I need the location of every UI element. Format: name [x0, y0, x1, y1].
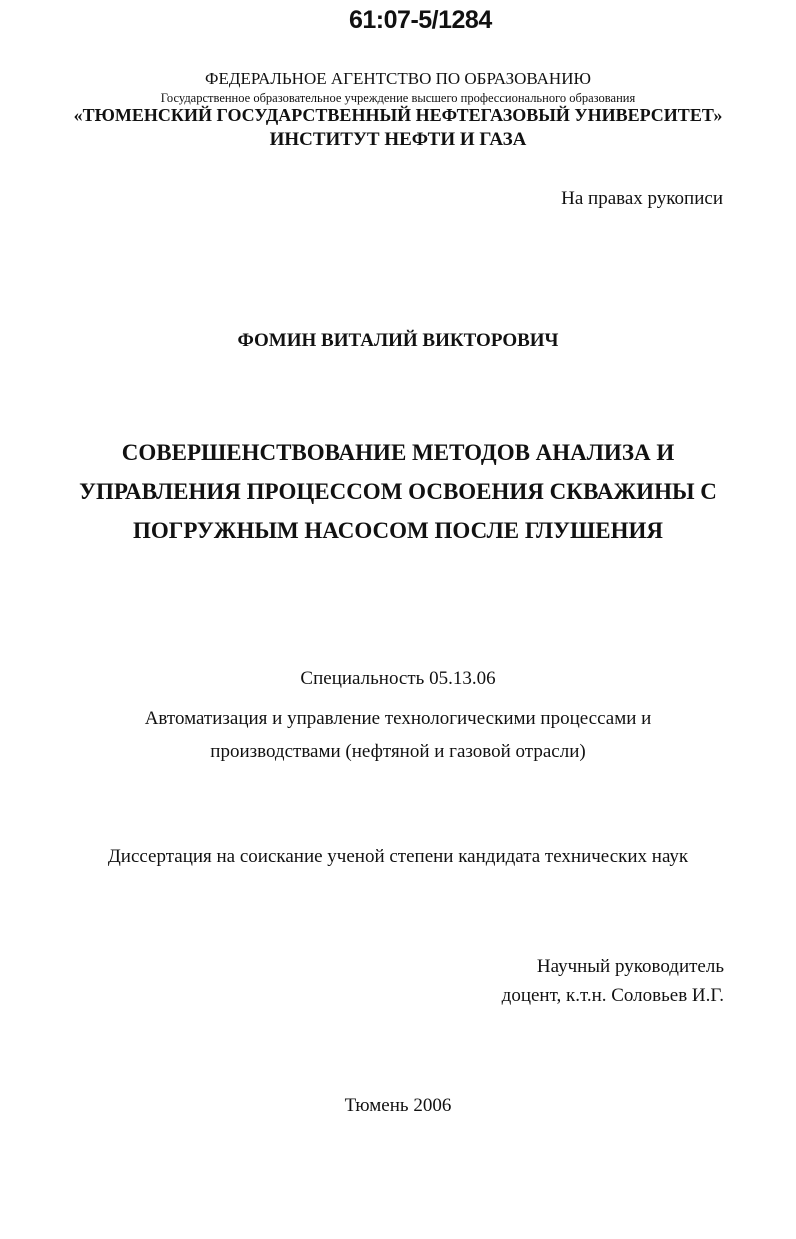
dissertation-title: [0, 433, 796, 550]
city-year: Тюмень 2006: [344, 1095, 452, 1116]
supervisor-label: Научный руководитель: [536, 956, 724, 977]
university-name: «ТЮМЕНСКИЙ ГОСУДАРСТВЕННЫЙ НЕФТЕГАЗОВЫЙ УНИВЕРСИТЕТ»: [73, 105, 723, 125]
specialty-description: [0, 702, 796, 768]
agency-name: ФЕДЕРАЛЬНОЕ АГЕНТСТВО ПО ОБРАЗОВАНИЮ: [205, 69, 591, 88]
author-name: ФОМИН ВИТАЛИЙ ВИКТОРОВИЧ: [237, 330, 559, 351]
institute-name: ИНСТИТУТ НЕФТИ И ГАЗА: [269, 129, 527, 150]
specialty-description-line: производствами (нефтяной и газовой отрасли): [210, 741, 586, 762]
title-line: УПРАВЛЕНИЯ ПРОЦЕССОМ ОСВОЕНИЯ СКВАЖИНЫ С: [79, 479, 717, 504]
archive-stamp-number: 61:07-5/1284: [349, 6, 492, 34]
supervisor-block: [502, 952, 724, 1010]
title-line: ПОГРУЖНЫМ НАСОСОМ ПОСЛЕ ГЛУШЕНИЯ: [132, 518, 664, 543]
institution-type: Государственное образовательное учреждение высшего профессионального образования: [160, 91, 636, 105]
specialty-code: Специальность 05.13.06: [300, 668, 496, 689]
specialty-description-line: Автоматизация и управление технологическими процессами и: [144, 708, 652, 729]
degree-statement: Диссертация на соискание ученой степени кандидата технических наук: [107, 846, 689, 867]
supervisor-name: доцент, к.т.н. Соловьев И.Г.: [501, 985, 724, 1006]
title-line: СОВЕРШЕНСТВОВАНИЕ МЕТОДОВ АНАЛИЗА И: [121, 440, 675, 465]
rights-note: На правах рукописи: [561, 188, 723, 209]
